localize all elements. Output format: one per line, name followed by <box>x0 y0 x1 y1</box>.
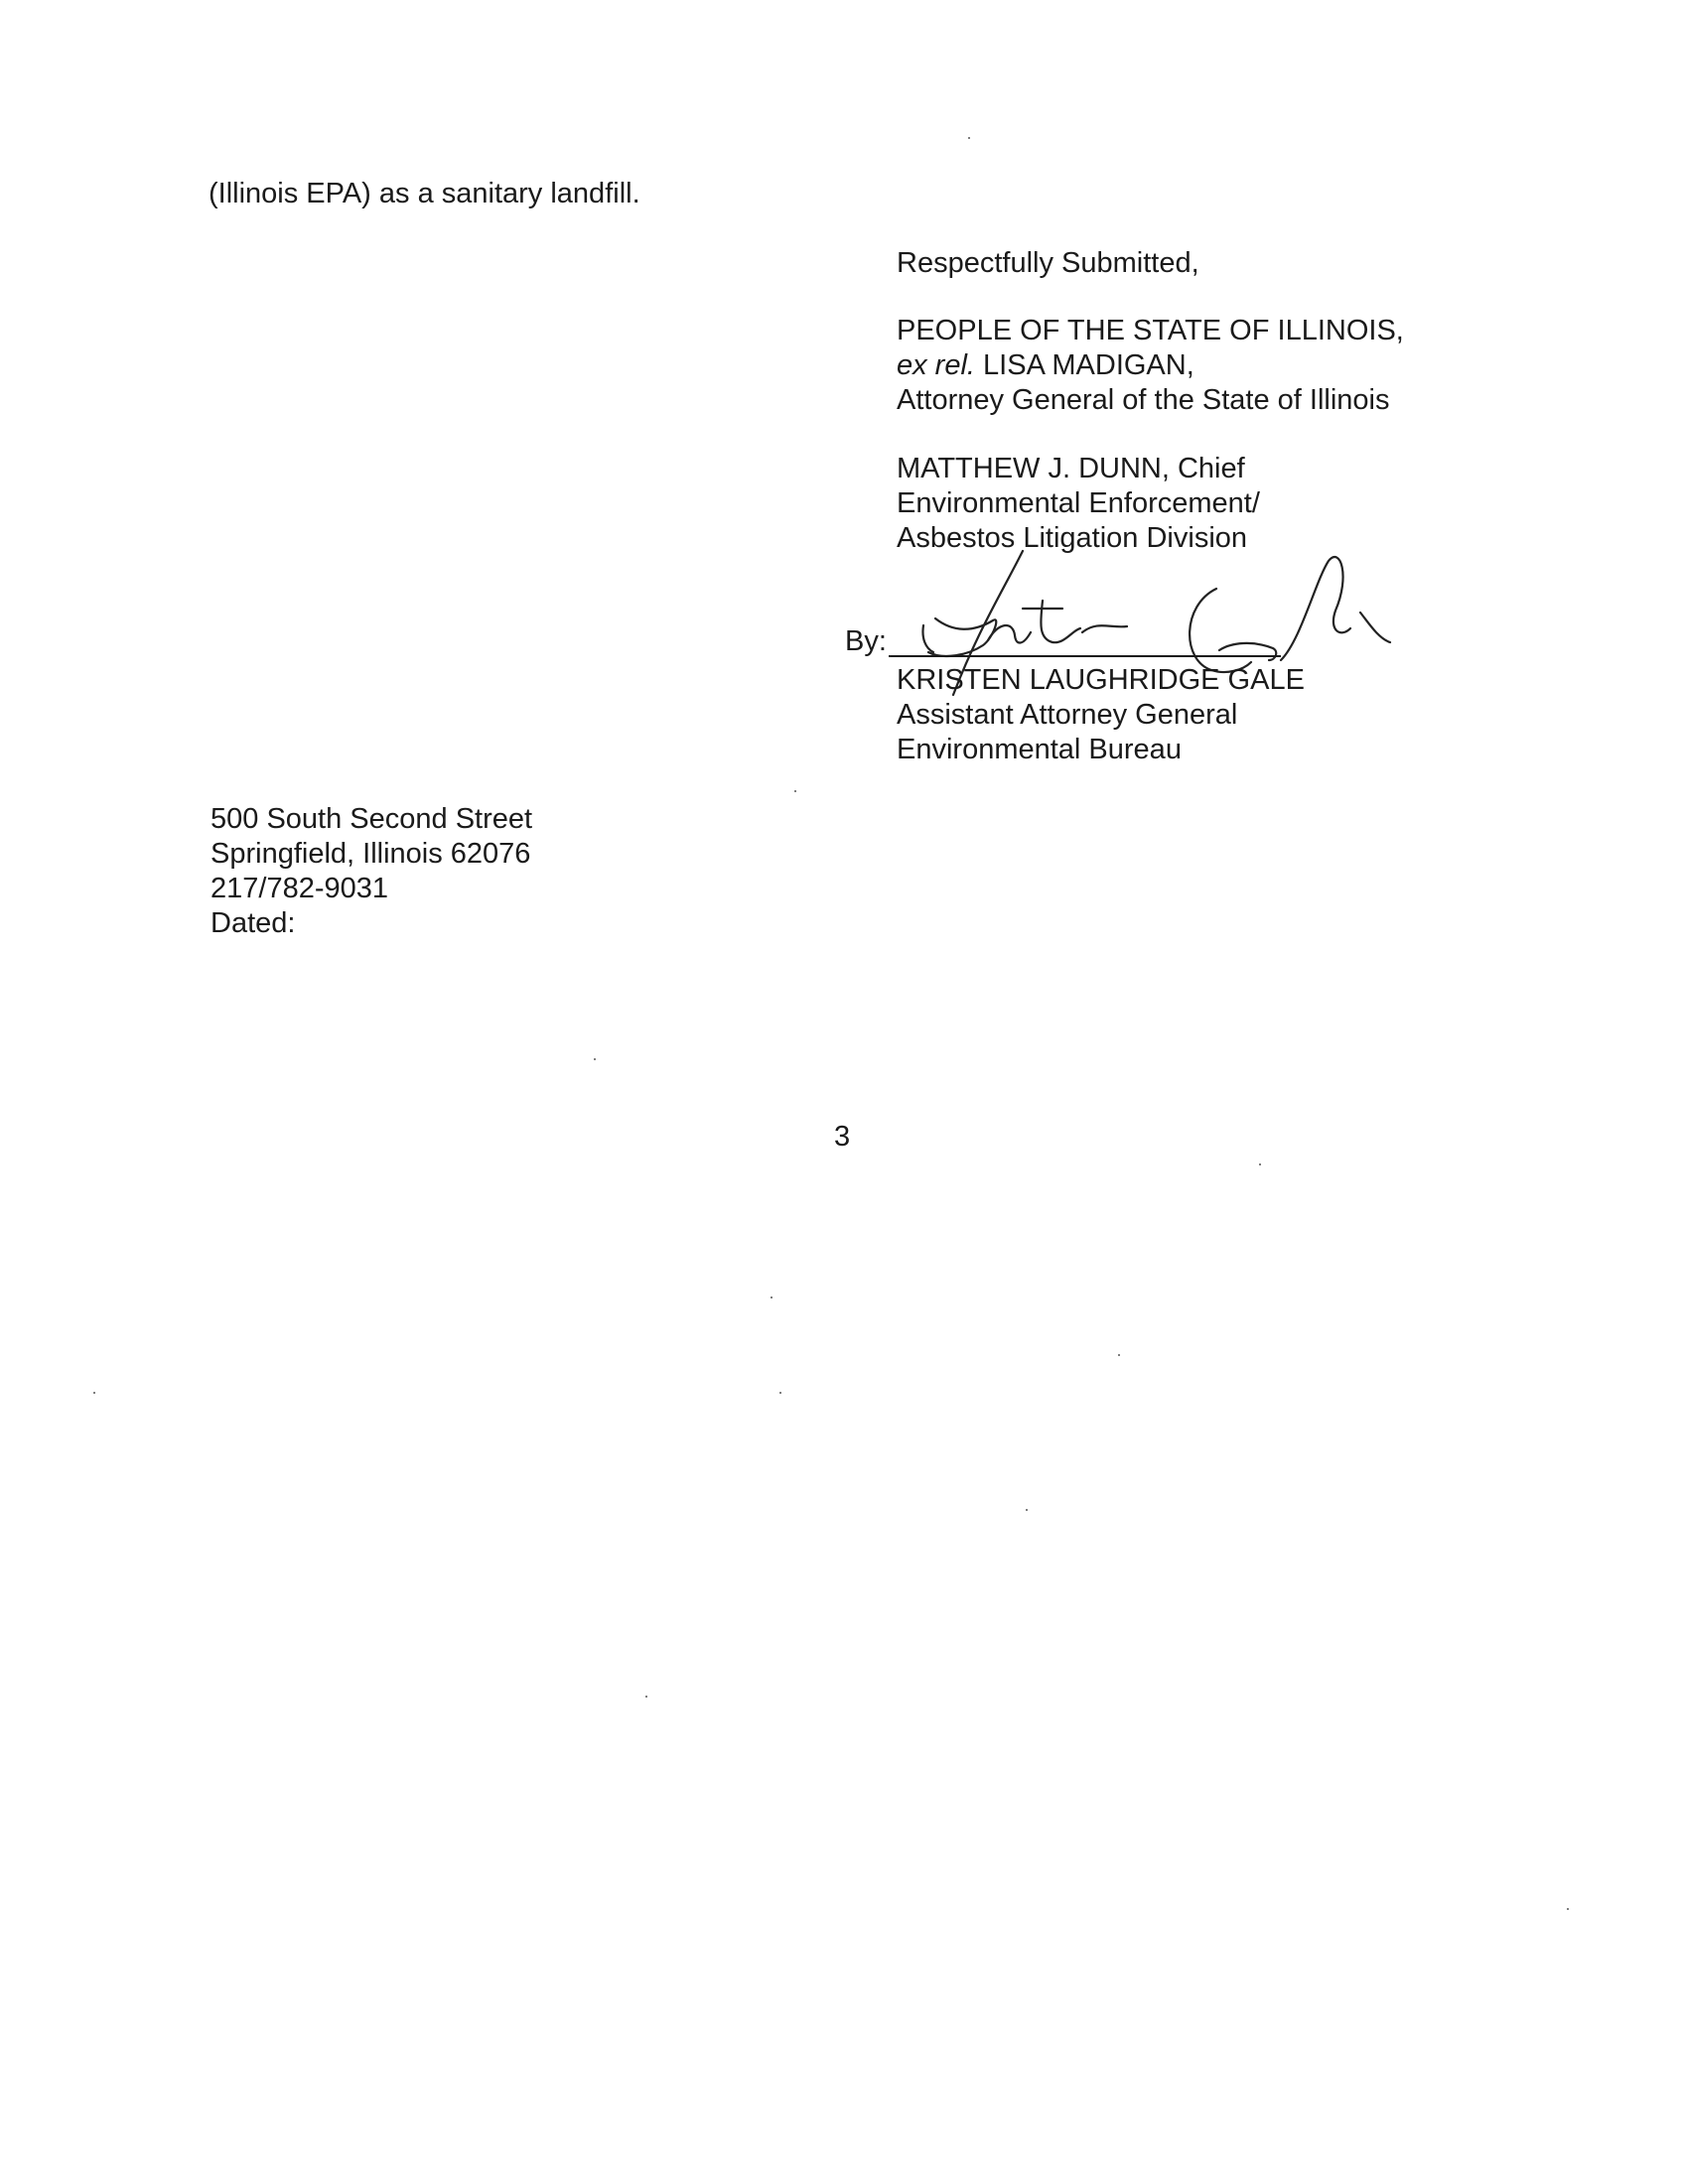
scan-speck <box>1567 1908 1569 1910</box>
continuation-text: (Illinois EPA) as a sanitary landfill. <box>209 178 640 209</box>
chief-line-1: MATTHEW J. DUNN, Chief <box>897 453 1245 484</box>
chief-line-3: Asbestos Litigation Division <box>897 522 1248 554</box>
signature-stroke-lead <box>922 625 933 652</box>
scan-speck <box>794 790 796 792</box>
page-number: 3 <box>834 1121 851 1153</box>
address-phone: 217/782-9031 <box>210 873 388 904</box>
closing-text: Respectfully Submitted, <box>897 247 1199 279</box>
party-block <box>897 314 1404 418</box>
signature-stroke-tail <box>1082 625 1127 632</box>
scan-speck <box>779 1392 781 1394</box>
address-street: 500 South Second Street <box>210 803 533 835</box>
signature-stroke-t <box>1041 601 1080 642</box>
scan-speck <box>594 1058 596 1060</box>
attorney-general-name: LISA MADIGAN, <box>974 349 1194 381</box>
signer-name: KRISTEN LAUGHRIDGE GALE <box>897 664 1305 696</box>
signer-bureau: Environmental Bureau <box>897 734 1182 765</box>
chief-line-2: Environmental Enforcement/ <box>897 487 1260 519</box>
signature-stroke-l <box>1281 557 1350 660</box>
signature-stroke-k-loop <box>928 618 996 656</box>
address-block <box>210 802 532 941</box>
scan-speck <box>1026 1509 1028 1511</box>
ex-rel-text: ex rel. <box>897 349 975 381</box>
signer-block <box>897 663 1305 767</box>
signature-stroke-e <box>1360 613 1390 642</box>
signature-stroke-a <box>1219 643 1276 660</box>
by-label: By: <box>845 625 887 657</box>
scan-speck <box>771 1297 772 1298</box>
party-line-2 <box>897 348 1404 383</box>
signer-title: Assistant Attorney General <box>897 699 1238 731</box>
scan-speck <box>93 1392 95 1394</box>
party-line-3: Attorney General of the State of Illinois <box>897 384 1390 416</box>
dated-label: Dated: <box>210 907 296 939</box>
address-city: Springfield, Illinois 62076 <box>210 838 531 870</box>
scan-speck <box>1259 1163 1261 1165</box>
scan-speck <box>968 137 970 139</box>
signature-line <box>889 655 1281 657</box>
scan-speck <box>645 1696 647 1698</box>
party-line-1: PEOPLE OF THE STATE OF ILLINOIS, <box>897 315 1404 346</box>
signature-stroke-g <box>1190 589 1251 672</box>
scan-speck <box>1118 1354 1120 1356</box>
